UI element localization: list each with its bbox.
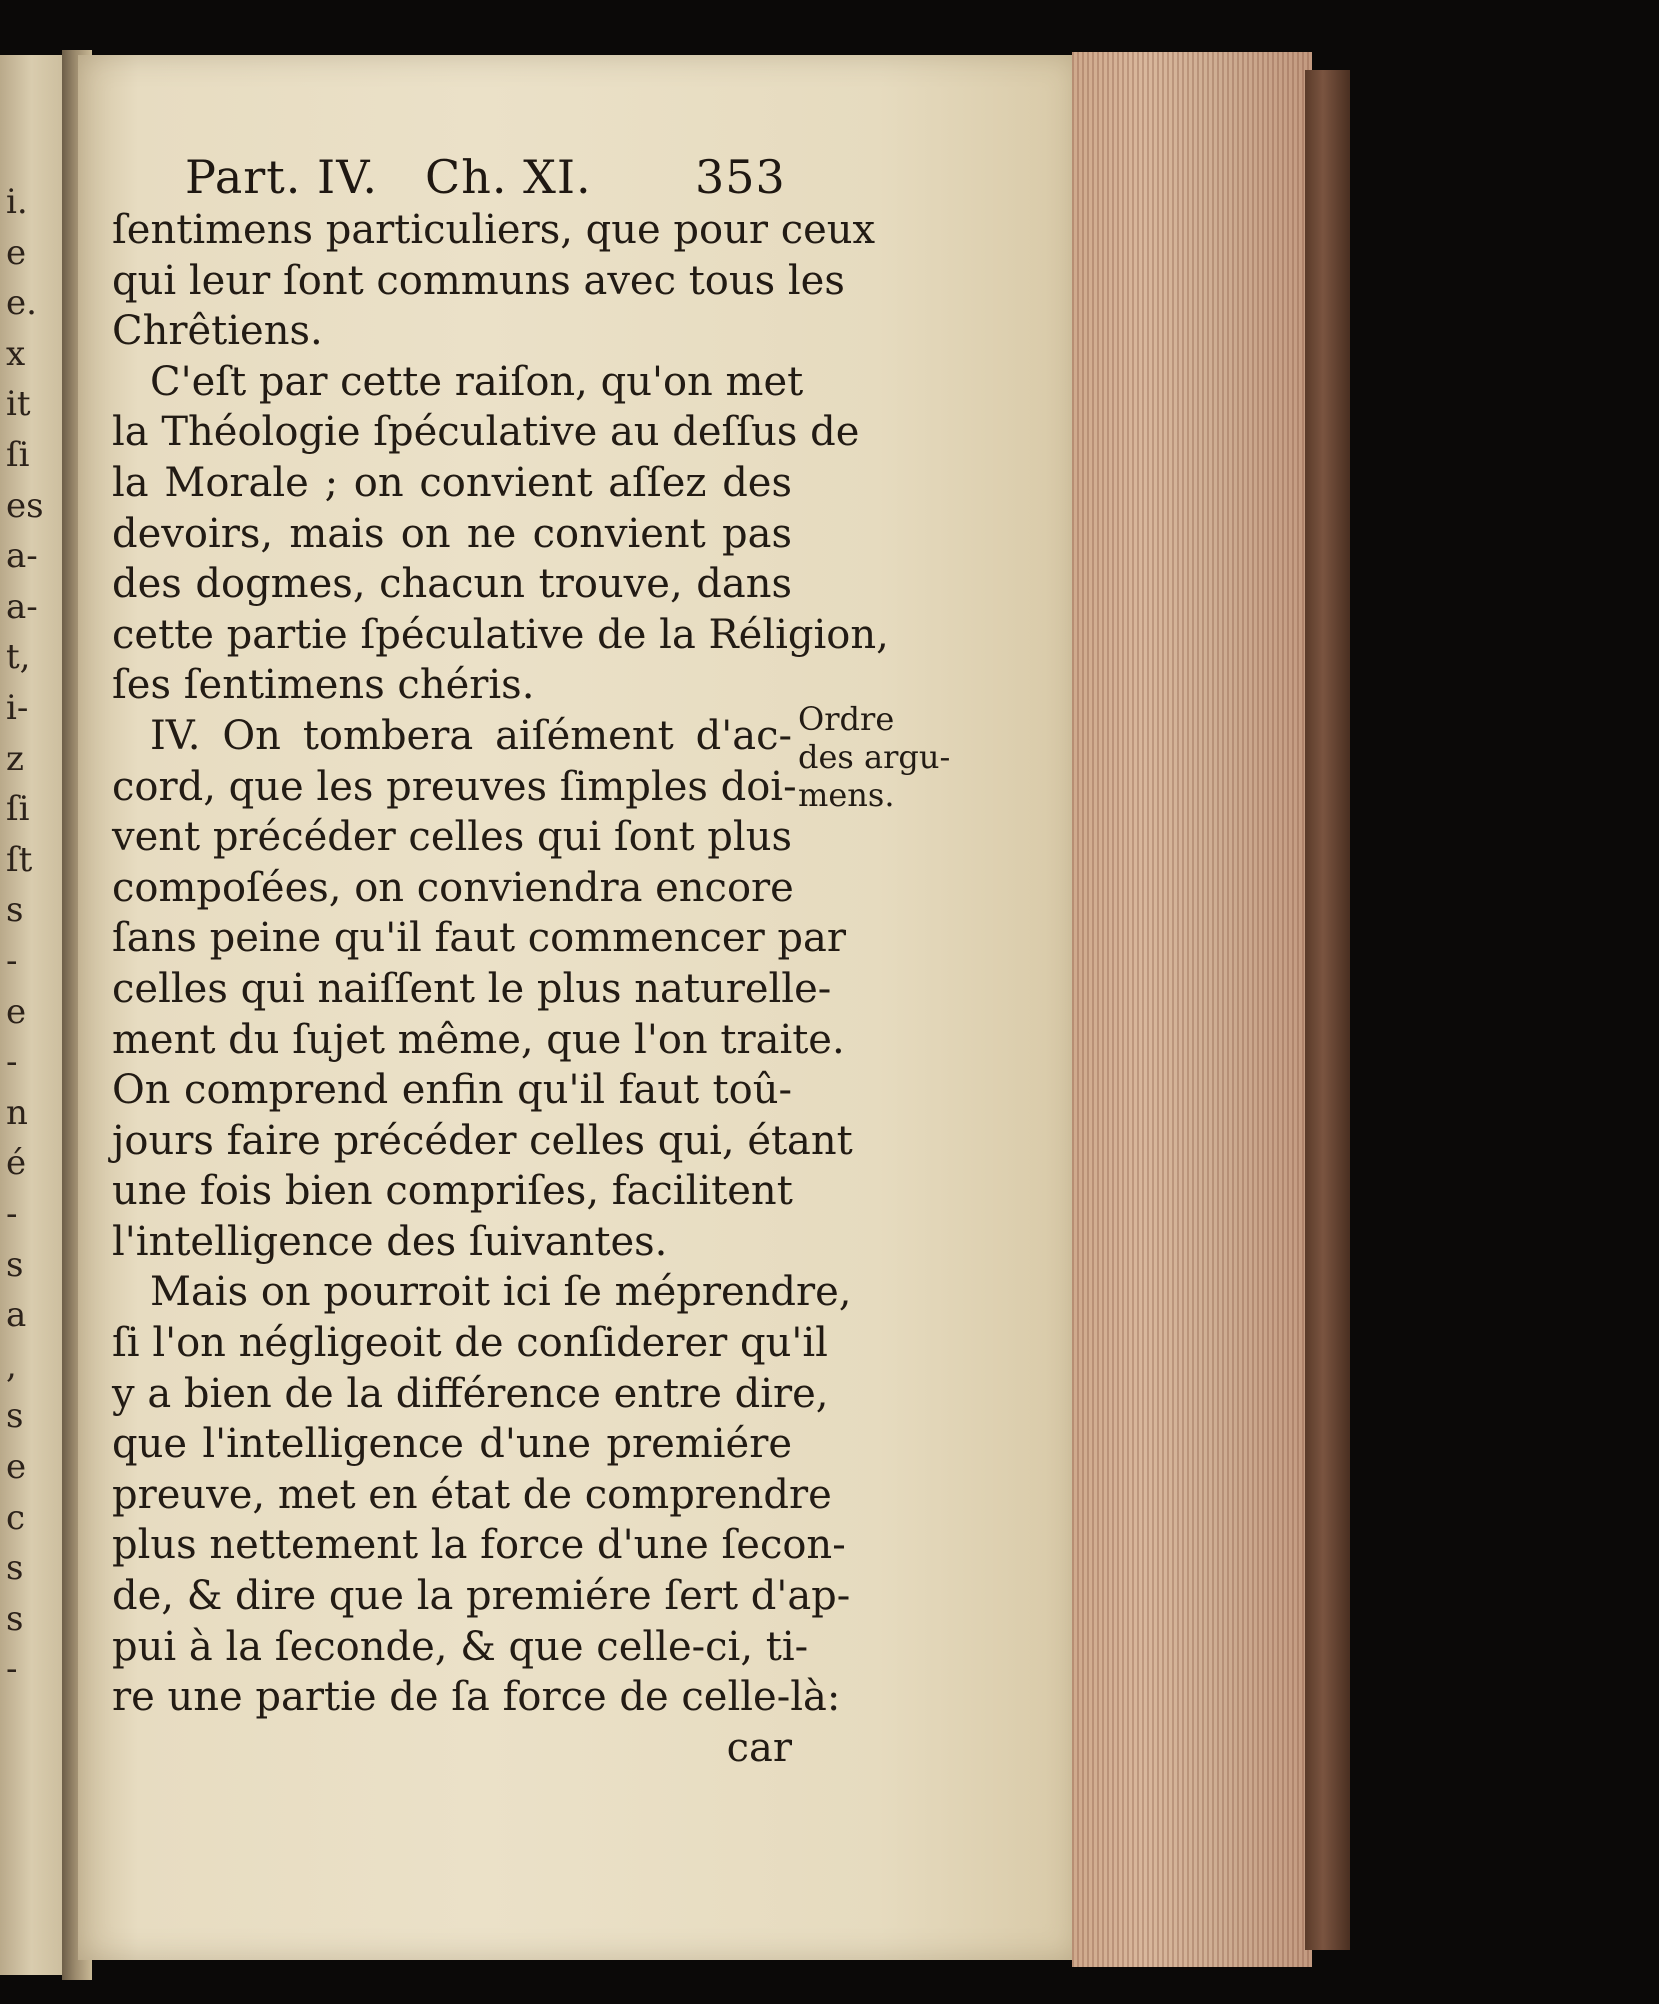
margin-note-line: mens. xyxy=(798,776,895,814)
left-page-fragment: - xyxy=(6,1649,18,1690)
left-page-fragment: - xyxy=(6,1042,18,1083)
text-line: la Morale ; on convient aſſez des xyxy=(112,459,792,506)
left-page-fragment: e xyxy=(6,232,27,273)
catchword: car xyxy=(726,1724,792,1771)
text-line: cette partie ſpéculative de la Réligion, xyxy=(112,611,889,658)
text-line: ſentimens particuliers, que pour ceux xyxy=(112,207,876,253)
left-page-fragment: e. xyxy=(6,283,37,324)
text-line: re une partie de ſa force de celle-là: xyxy=(112,1674,841,1721)
left-page-fragment: s xyxy=(6,1598,24,1639)
left-page-fragment: z xyxy=(6,738,24,779)
left-page-fragment: s xyxy=(6,1244,24,1285)
text-line: plus nettement la force d'une ſecon- xyxy=(112,1522,846,1569)
page-number: 353 xyxy=(695,150,786,204)
left-page-fragment: i. xyxy=(6,182,28,222)
left-page-fragment: i- xyxy=(6,688,29,728)
text-line: jours faire précéder celles qui, étant xyxy=(112,1117,853,1164)
margin-note-line: des argu- xyxy=(798,738,951,776)
left-page-fragment: t, xyxy=(6,637,31,678)
text-line: des dogmes, chacun trouve, dans xyxy=(112,561,792,608)
left-page-fragment: ſt xyxy=(6,839,33,880)
left-page-fragment: s xyxy=(6,890,24,931)
text-line: IV. On tombera aiſément d'ac- xyxy=(150,712,792,759)
text-line: On comprend enfin qu'il faut toû- xyxy=(112,1067,792,1114)
text-line: pui à la ſeconde, & que celle-ci, ti- xyxy=(112,1623,809,1670)
text-line: C'eſt par cette raiſon, qu'on met xyxy=(150,358,804,405)
left-page-fragment: it xyxy=(6,384,31,425)
text-line: qui leur ſont communs avec tous les xyxy=(112,257,845,304)
text-line: vent précéder celles qui ſont plus xyxy=(112,814,792,861)
left-page-fragment: a- xyxy=(6,536,38,577)
text-line: ſi l'on négligeoit de conſiderer qu'il xyxy=(112,1320,828,1367)
left-page-fragment: e xyxy=(6,991,27,1032)
left-page-fragment: ſi xyxy=(6,789,30,830)
text-line: Mais on pourroit ici ſe méprendre, xyxy=(150,1269,852,1316)
text-line: la Théologie ſpéculative au deſſus de xyxy=(112,409,860,456)
left-page-fragment: ſi xyxy=(6,435,30,475)
left-page-fragment: é xyxy=(6,1143,27,1184)
text-line: compoſées, on conviendra encore xyxy=(112,864,794,911)
text-line: l'intelligence des ſuivantes. xyxy=(112,1218,668,1265)
left-page-fragment: n xyxy=(6,1092,28,1133)
left-page-fragment: s xyxy=(6,1548,24,1589)
text-line: cord, que les preuves ſimples doi- xyxy=(112,763,797,810)
left-page-fragment: - xyxy=(6,1194,18,1234)
left-page-fragment: c xyxy=(6,1497,26,1538)
text-line: y a bien de la différence entre dire, xyxy=(112,1370,829,1417)
text-line: ment du ſujet même, que l'on traite. xyxy=(112,1016,845,1063)
text-line: que l'intelligence d'une premiére xyxy=(112,1421,792,1468)
left-page-fragment: x xyxy=(6,333,26,374)
left-page-fragment: es xyxy=(6,485,44,526)
running-head-chapter: Ch. XI. xyxy=(425,150,592,204)
page-fore-edges xyxy=(1072,52,1312,1967)
left-page-fragment: - xyxy=(6,941,18,981)
running-head-part: Part. IV. xyxy=(185,150,378,204)
left-page-fragment: a- xyxy=(6,586,38,627)
left-page-fragment: e xyxy=(6,1447,27,1487)
margin-note xyxy=(798,700,951,814)
text-line: ſans peine qu'il faut commencer par xyxy=(112,915,847,962)
text-line: preuve, met en état de comprendre xyxy=(112,1471,832,1518)
text-line: devoirs, mais on ne convient pas xyxy=(112,510,792,557)
text-line: ſes ſentimens chéris. xyxy=(112,662,535,709)
text-line: de, & dire que la premiére ſert d'ap- xyxy=(112,1573,851,1620)
text-line: celles qui naiſſent le plus naturelle- xyxy=(112,965,832,1012)
left-page-fragment: s xyxy=(6,1396,24,1437)
text-line: une fois bien compriſes, facilitent xyxy=(112,1168,793,1215)
book-cover-edge xyxy=(1305,70,1350,1950)
left-page-fragment: , xyxy=(6,1345,17,1386)
margin-note-line: Ordre xyxy=(798,700,895,738)
running-head xyxy=(185,150,785,210)
left-page-fragment: a xyxy=(6,1295,27,1336)
text-line: Chrêtiens. xyxy=(112,308,323,355)
